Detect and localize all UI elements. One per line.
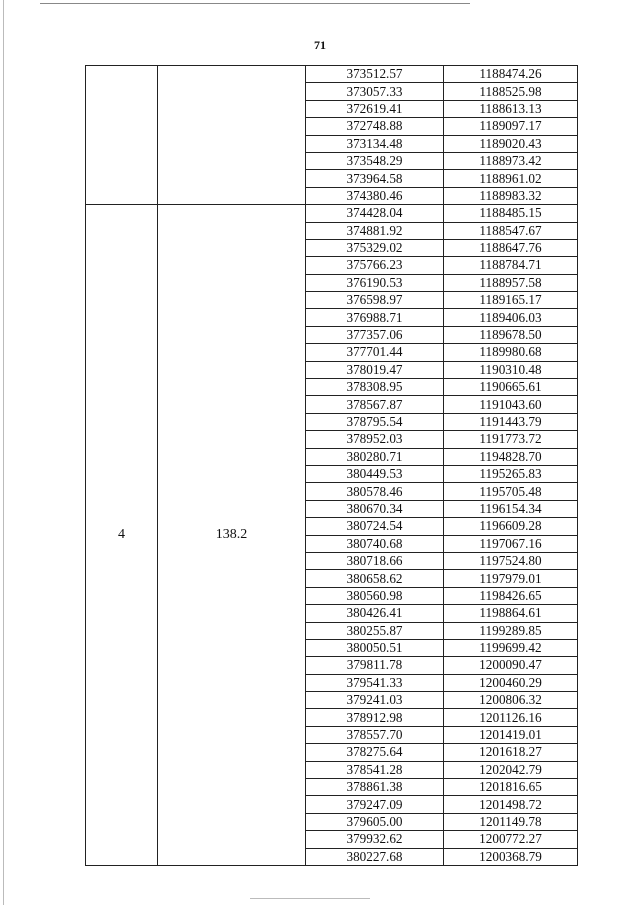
y-coordinate-cell: 1188961.02 (444, 170, 578, 187)
x-coordinate-cell: 380280.71 (306, 448, 444, 465)
x-coordinate-cell: 377701.44 (306, 344, 444, 361)
x-coordinate-cell: 379811.78 (306, 657, 444, 674)
x-coordinate-cell: 373964.58 (306, 170, 444, 187)
x-coordinate-cell: 373134.48 (306, 135, 444, 152)
x-coordinate-cell: 378308.95 (306, 379, 444, 396)
top-rule (40, 3, 470, 4)
y-coordinate-cell: 1198864.61 (444, 605, 578, 622)
y-coordinate-cell: 1201816.65 (444, 779, 578, 796)
y-coordinate-cell: 1194828.70 (444, 448, 578, 465)
bottom-rule (250, 898, 370, 899)
x-coordinate-cell: 378567.87 (306, 396, 444, 413)
x-coordinate-cell: 380578.46 (306, 483, 444, 500)
x-coordinate-cell: 380560.98 (306, 587, 444, 604)
x-coordinate-cell: 378019.47 (306, 361, 444, 378)
coordinates-table-body (86, 66, 578, 866)
x-coordinate-cell: 376988.71 (306, 309, 444, 326)
y-coordinate-cell: 1188485.15 (444, 205, 578, 222)
x-coordinate-cell: 379932.62 (306, 831, 444, 848)
y-coordinate-cell: 1191773.72 (444, 431, 578, 448)
x-coordinate-cell: 378795.54 (306, 413, 444, 430)
x-coordinate-cell: 380426.41 (306, 605, 444, 622)
y-coordinate-cell: 1201149.78 (444, 813, 578, 830)
coordinates-table (85, 65, 578, 866)
x-coordinate-cell: 378541.28 (306, 761, 444, 778)
x-coordinate-cell: 375329.02 (306, 239, 444, 256)
x-coordinate-cell: 378275.64 (306, 744, 444, 761)
x-coordinate-cell: 380658.62 (306, 570, 444, 587)
y-coordinate-cell: 1199699.42 (444, 639, 578, 656)
y-coordinate-cell: 1188973.42 (444, 152, 578, 169)
y-coordinate-cell: 1188784.71 (444, 257, 578, 274)
table-row (86, 205, 578, 222)
y-coordinate-cell: 1191443.79 (444, 413, 578, 430)
x-coordinate-cell: 379605.00 (306, 813, 444, 830)
x-coordinate-cell: 372619.41 (306, 100, 444, 117)
y-coordinate-cell: 1197067.16 (444, 535, 578, 552)
y-coordinate-cell: 1200368.79 (444, 848, 578, 865)
x-coordinate-cell: 376598.97 (306, 292, 444, 309)
x-coordinate-cell: 380255.87 (306, 622, 444, 639)
group-value-cell: 138.2 (158, 205, 306, 866)
y-coordinate-cell: 1188613.13 (444, 100, 578, 117)
x-coordinate-cell: 380718.66 (306, 552, 444, 569)
x-coordinate-cell: 380670.34 (306, 500, 444, 517)
y-coordinate-cell: 1189165.17 (444, 292, 578, 309)
y-coordinate-cell: 1196609.28 (444, 518, 578, 535)
x-coordinate-cell: 376190.53 (306, 274, 444, 291)
x-coordinate-cell: 372748.88 (306, 118, 444, 135)
y-coordinate-cell: 1195705.48 (444, 483, 578, 500)
x-coordinate-cell: 379541.33 (306, 674, 444, 691)
y-coordinate-cell: 1188525.98 (444, 83, 578, 100)
y-coordinate-cell: 1191043.60 (444, 396, 578, 413)
y-coordinate-cell: 1189020.43 (444, 135, 578, 152)
x-coordinate-cell: 377357.06 (306, 326, 444, 343)
y-coordinate-cell: 1189678.50 (444, 326, 578, 343)
page-number: 71 (314, 38, 326, 52)
y-coordinate-cell: 1189980.68 (444, 344, 578, 361)
y-coordinate-cell: 1196154.34 (444, 500, 578, 517)
x-coordinate-cell: 374881.92 (306, 222, 444, 239)
y-coordinate-cell: 1188647.76 (444, 239, 578, 256)
y-coordinate-cell: 1199289.85 (444, 622, 578, 639)
y-coordinate-cell: 1201498.72 (444, 796, 578, 813)
x-coordinate-cell: 375766.23 (306, 257, 444, 274)
group-number-cell (86, 66, 158, 205)
y-coordinate-cell: 1202042.79 (444, 761, 578, 778)
y-coordinate-cell: 1201126.16 (444, 709, 578, 726)
x-coordinate-cell: 378912.98 (306, 709, 444, 726)
x-coordinate-cell: 380724.54 (306, 518, 444, 535)
y-coordinate-cell: 1197524.80 (444, 552, 578, 569)
y-coordinate-cell: 1190310.48 (444, 361, 578, 378)
x-coordinate-cell: 374380.46 (306, 187, 444, 204)
x-coordinate-cell: 378952.03 (306, 431, 444, 448)
y-coordinate-cell: 1189406.03 (444, 309, 578, 326)
y-coordinate-cell: 1198426.65 (444, 587, 578, 604)
y-coordinate-cell: 1200806.32 (444, 692, 578, 709)
x-coordinate-cell: 379241.03 (306, 692, 444, 709)
group-value-cell (158, 66, 306, 205)
y-coordinate-cell: 1200772.27 (444, 831, 578, 848)
y-coordinate-cell: 1201419.01 (444, 726, 578, 743)
y-coordinate-cell: 1200460.29 (444, 674, 578, 691)
x-coordinate-cell: 373548.29 (306, 152, 444, 169)
x-coordinate-cell: 380050.51 (306, 639, 444, 656)
y-coordinate-cell: 1188983.32 (444, 187, 578, 204)
x-coordinate-cell: 378861.38 (306, 779, 444, 796)
x-coordinate-cell: 380449.53 (306, 465, 444, 482)
left-edge-rule (3, 0, 4, 905)
table-row (86, 66, 578, 83)
group-number-cell: 4 (86, 205, 158, 866)
x-coordinate-cell: 379247.09 (306, 796, 444, 813)
y-coordinate-cell: 1200090.47 (444, 657, 578, 674)
x-coordinate-cell: 373512.57 (306, 66, 444, 83)
y-coordinate-cell: 1188957.58 (444, 274, 578, 291)
y-coordinate-cell: 1195265.83 (444, 465, 578, 482)
x-coordinate-cell: 374428.04 (306, 205, 444, 222)
x-coordinate-cell: 380740.68 (306, 535, 444, 552)
y-coordinate-cell: 1197979.01 (444, 570, 578, 587)
y-coordinate-cell: 1188474.26 (444, 66, 578, 83)
y-coordinate-cell: 1189097.17 (444, 118, 578, 135)
y-coordinate-cell: 1188547.67 (444, 222, 578, 239)
x-coordinate-cell: 378557.70 (306, 726, 444, 743)
x-coordinate-cell: 373057.33 (306, 83, 444, 100)
x-coordinate-cell: 380227.68 (306, 848, 444, 865)
y-coordinate-cell: 1190665.61 (444, 379, 578, 396)
y-coordinate-cell: 1201618.27 (444, 744, 578, 761)
